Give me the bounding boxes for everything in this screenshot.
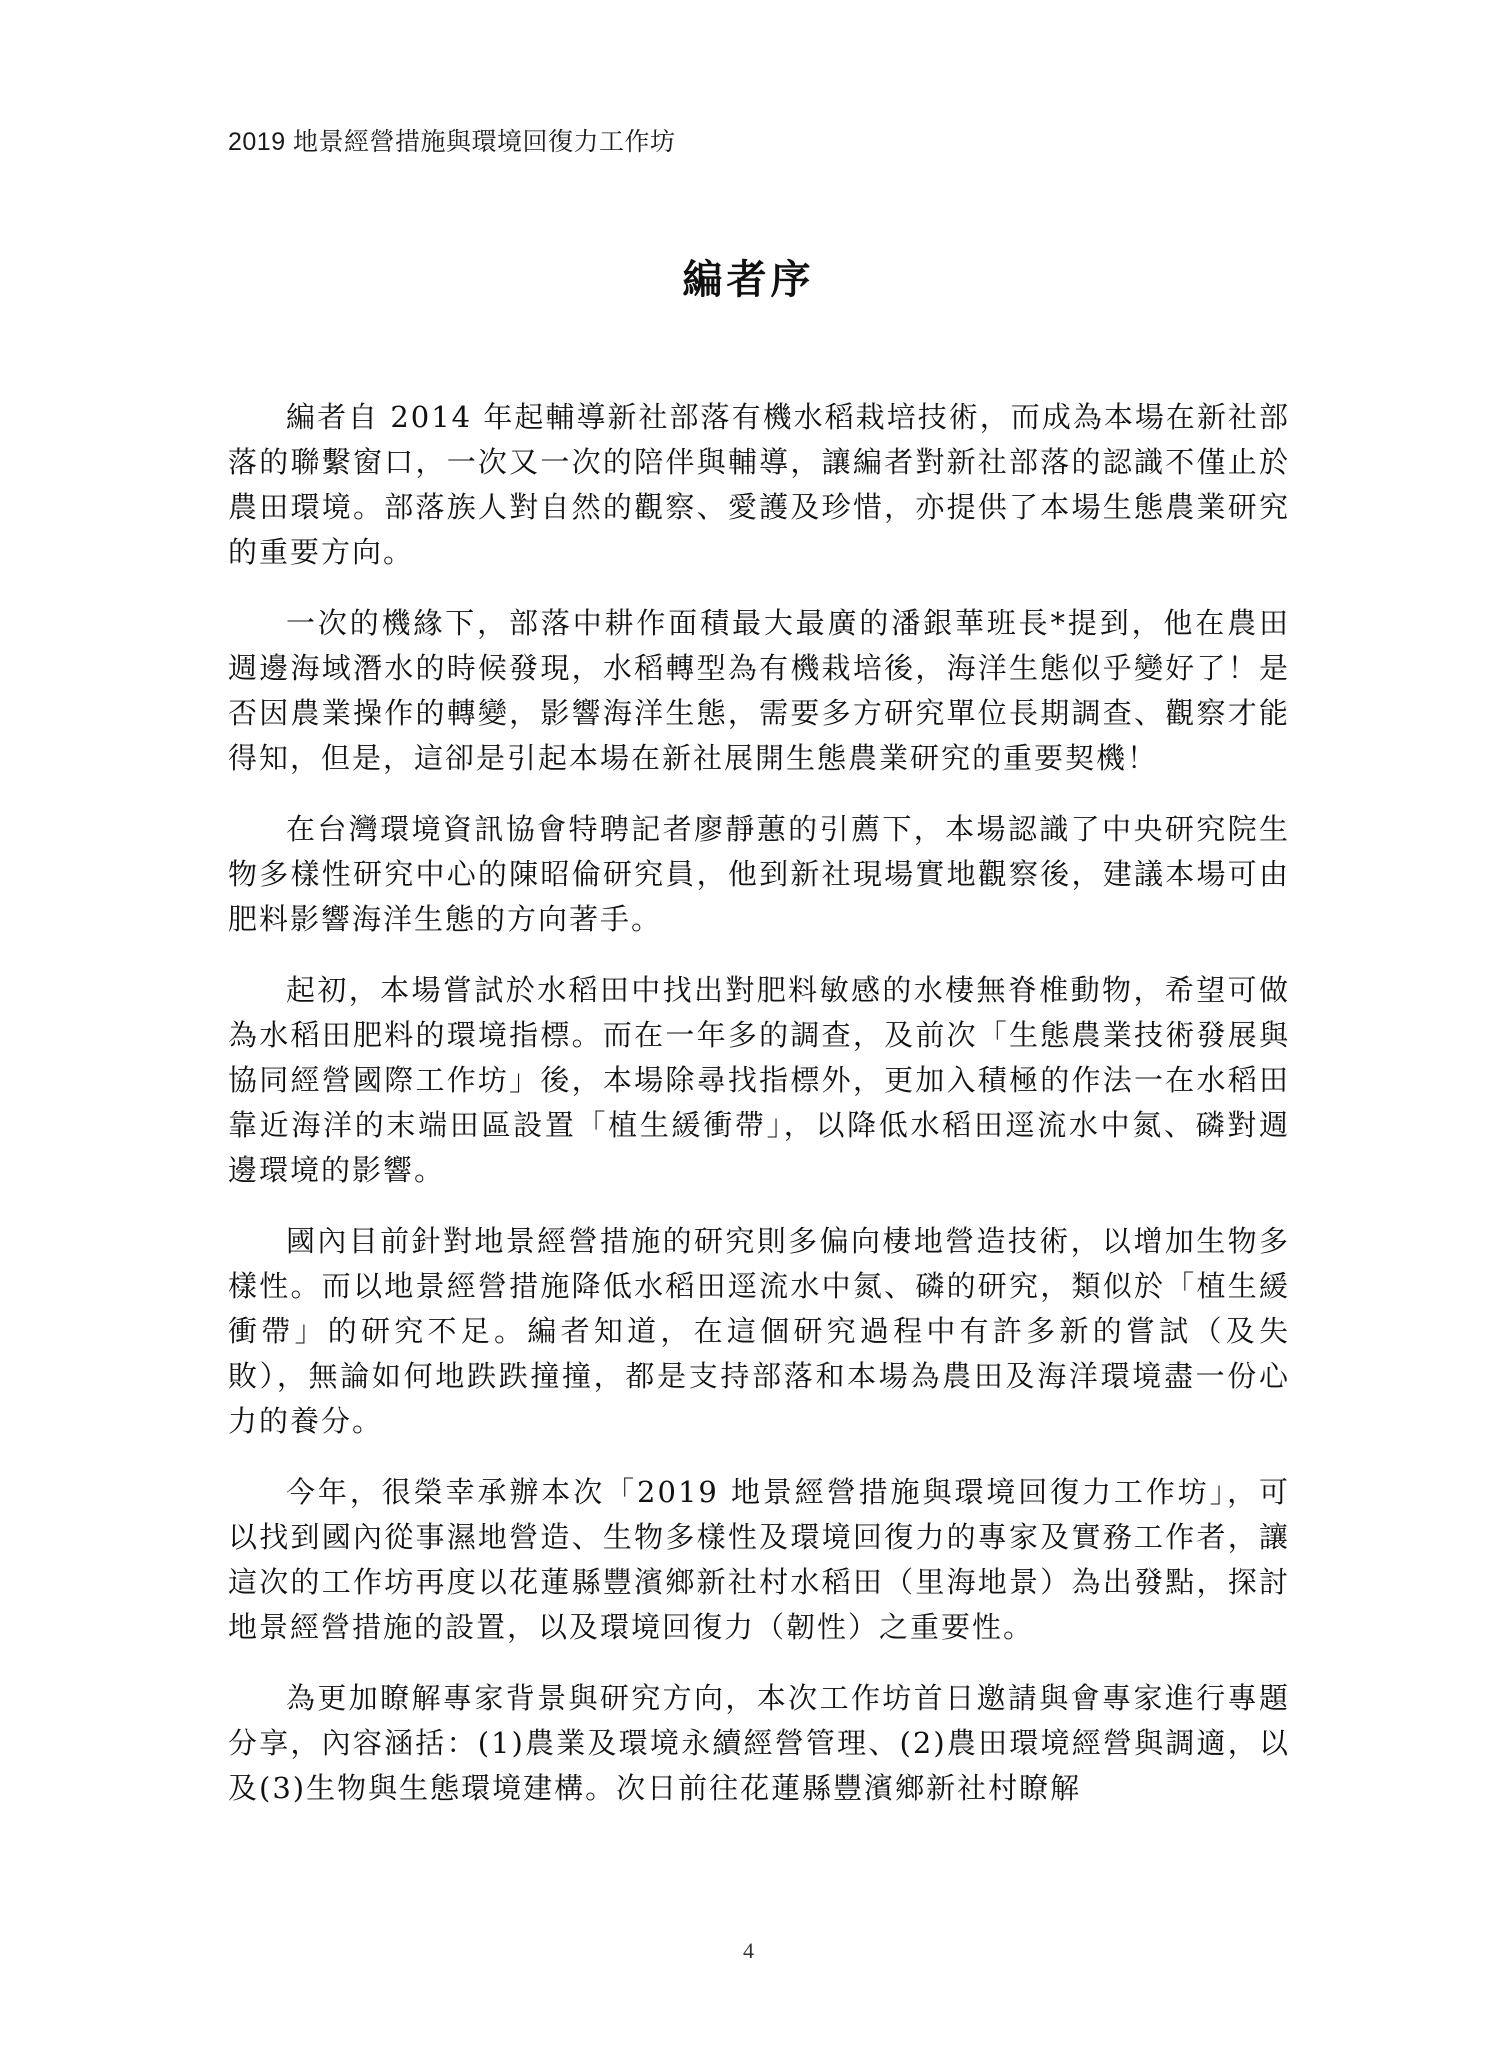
body-text — [228, 395, 1290, 1837]
running-header: 2019 地景經營措施與環境回復力工作坊 — [228, 128, 676, 156]
page-number: 4 — [743, 1938, 754, 1963]
paragraph: 為更加瞭解專家背景與研究方向，本次工作坊首日邀請與會專家進行專題分享，內容涵括：(1)農業及環境永續經營管理、(2)農田環境經營與調適，以及(3)生物與生態環境建構。次日前往花蓮縣豐濱鄉新社村瞭解 — [228, 1681, 1290, 1805]
paragraph: 起初，本場嘗試於水稻田中找出對肥料敏感的水棲無脊椎動物，希望可做為水稻田肥料的環境指標。而在一年多的調查，及前次「生態農業技術發展與協同經營國際工作坊」後，本場除尋找指標外，更加入積極的作法一在水稻田靠近海洋的末端田區設置「植生緩衝帶」，以降低水稻田逕流水中氮、磷對週邊環境的影響。 — [228, 973, 1290, 1187]
paragraph: 國內目前針對地景經營措施的研究則多偏向棲地營造技術，以增加生物多樣性。而以地景經營措施降低水稻田逕流水中氮、磷的研究，類似於「植生緩衝帶」的研究不足。編者知道，在這個研究過程中有許多新的嘗試（及失敗），無論如何地跌跌撞撞，都是支持部落和本場為農田及海洋環境盡一份心力的養分。 — [228, 1224, 1290, 1438]
paragraph: 編者自 2014 年起輔導新社部落有機水稻栽培技術，而成為本場在新社部落的聯繫窗口，一次又一次的陪伴與輔導，讓編者對新社部落的認識不僅止於農田環境。部落族人對自然的觀察、愛護及珍惜，亦提供了本場生態農業研究的重要方向。 — [228, 400, 1290, 569]
page-title: 編者序 — [682, 256, 815, 303]
paragraph: 一次的機緣下，部落中耕作面積最大最廣的潘銀華班長*提到，他在農田週邊海域潛水的時候發現，水稻轉型為有機栽培後，海洋生態似乎變好了！是否因農業操作的轉變，影響海洋生態，需要多方研究單位長期調查、觀察才能得知，但是，這卻是引起本場在新社展開生態農業研究的重要契機！ — [228, 606, 1290, 775]
paragraph: 在台灣環境資訊協會特聘記者廖靜蕙的引薦下，本場認識了中央研究院生物多樣性研究中心的陳昭倫研究員，他到新社現場實地觀察後，建議本場可由肥料影響海洋生態的方向著手。 — [228, 812, 1290, 936]
paragraph: 今年，很榮幸承辦本次「2019 地景經營措施與環境回復力工作坊」，可以找到國內從事濕地營造、生物多樣性及環境回復力的專家及實務工作者，讓這次的工作坊再度以花蓮縣豐濱鄉新社村水稻田（里海地景）為出發點，探討地景經營措施的設置，以及環境回復力（韌性）之重要性。 — [228, 1475, 1290, 1644]
